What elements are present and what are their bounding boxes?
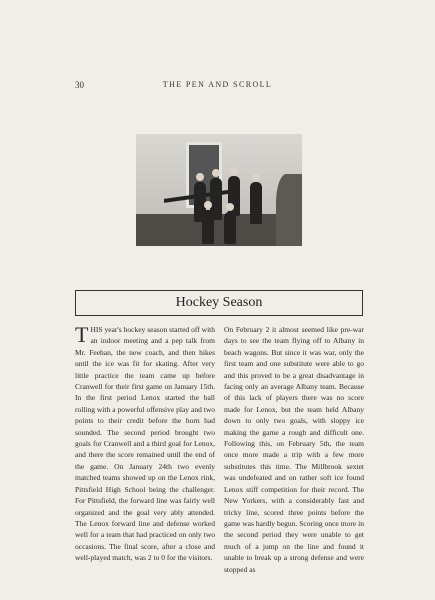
article-column-right: On February 2 it almost seemed like pre-war days to see the team flying off to Albany in beach wagons. But since it was war, only the first team and one substitute were able to go and this proved to be a great disadvantage in facing only an average Albany team. Because of this lack of players there was no score made for Lenox, but the team held Albany down to only two goals, with sloppy ice making the game a rough and difficult one. Following this, on February 5th, the team once more made a trip with a few more substitutes this time. The Millbrook sextet was undefeated and on rather soft ice found Lenox stiff competition for their record. The New Yorkers, with a considerably fast and tricky line, scored three points before the game was hardly begun. Scoring once more in the second period they were unable to get much of a jump on the line and found it unable to break up a strong defense and were stopped as: [224, 325, 364, 574]
running-head: THE PEN AND SCROLL: [162, 80, 273, 89]
drop-cap: T: [75, 322, 89, 347]
team-photo: [136, 134, 302, 246]
photo-bush: [276, 174, 302, 246]
player-figure: [202, 210, 214, 244]
article-column-left: [75, 324, 215, 564]
left-column-text: HIS year's hockey season started off with an indoor meeting and a pep talk from Mr. Feehan, the new coach, and then hikes until the ice was fit for skating. After very little practice the team came up before Cranwell for their first game on January 15th. In the first period Lenox started the ball rolling with a powerful offensive play and two points to their credit before the horn had sounded. The second period brought two goals for Cranwell and a third goal for Lenox, and there the score remained until the end of the game. On January 24th two evenly matched teams showed up on the Lenox rink, Pittsfield High School being the challenger. For Pittsfield, the forward line was fairly well organized and the goal very ably attended. The Lenox forward line and defense worked well for a team that had practiced on only two occasions. The final score, after a close and well-played match, was 2 to 0 for the visitors.: [75, 325, 215, 563]
player-figure: [224, 212, 236, 244]
player-figure: [250, 182, 262, 224]
page-number: 30: [75, 80, 84, 90]
article-title: Hockey Season: [75, 290, 363, 316]
